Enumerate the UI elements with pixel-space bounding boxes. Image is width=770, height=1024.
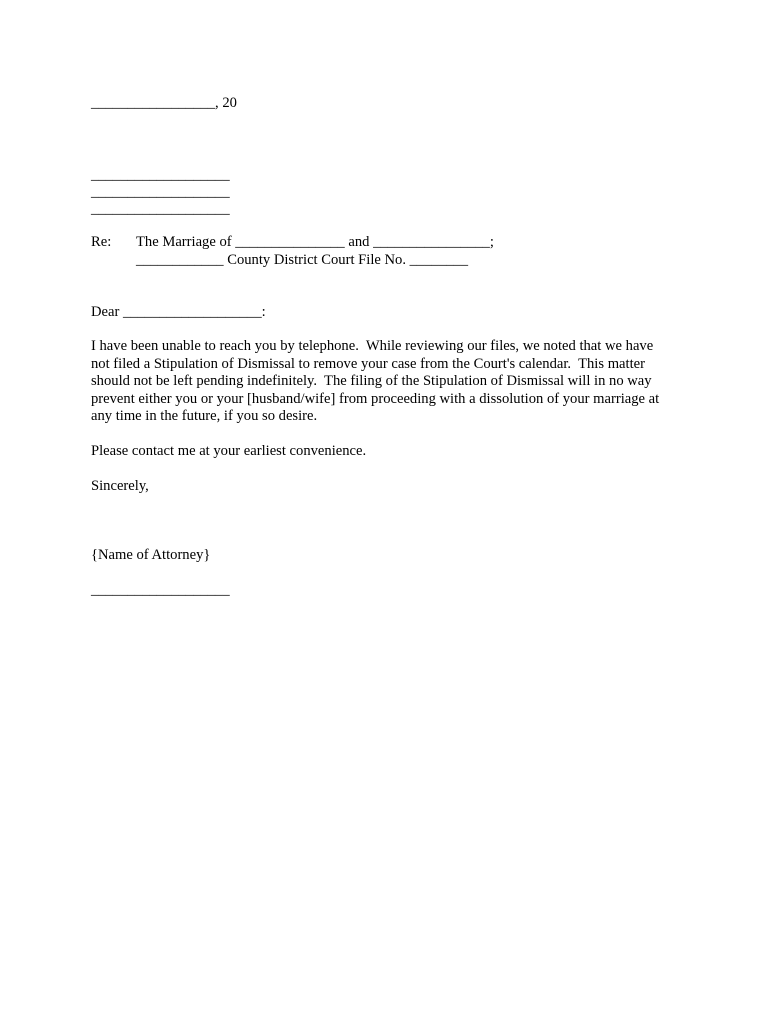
address-line-1: ___________________: [91, 167, 230, 183]
signer-name: {Name of Attorney}: [91, 547, 211, 563]
body-line-4: prevent either you or your [husband/wife] from proceeding with a dissolution of your marriage at: [91, 390, 660, 407]
re-line-parties: The Marriage of _______________ and ________________;: [136, 234, 494, 250]
body-paragraph: [91, 338, 691, 426]
contact-line: Please contact me at your earliest convenience.: [91, 443, 367, 459]
body-line-2: not filed a Stipulation of Dismissal to remove your case from the Court's calendar. This matter: [91, 355, 645, 372]
body-line-5: any time in the future, if you so desire.: [91, 408, 318, 424]
body-line-1: I have been unable to reach you by telephone. While reviewing our files, we noted that we have: [91, 338, 654, 354]
body-line-3: should not be left pending indefinitely. The filing of the Stipulation of Dismissal will in no way: [91, 373, 652, 389]
address-line-2: ___________________: [91, 184, 230, 200]
closing: Sincerely,: [91, 478, 149, 494]
address-line-3: ___________________: [91, 201, 230, 217]
signature-line: ___________________: [91, 582, 230, 598]
re-label: Re:: [91, 234, 112, 250]
date-line: _________________, 20: [91, 95, 237, 111]
re-line-court-file: ____________ County District Court File No. ________: [136, 252, 469, 268]
salutation: Dear ___________________:: [91, 304, 266, 320]
